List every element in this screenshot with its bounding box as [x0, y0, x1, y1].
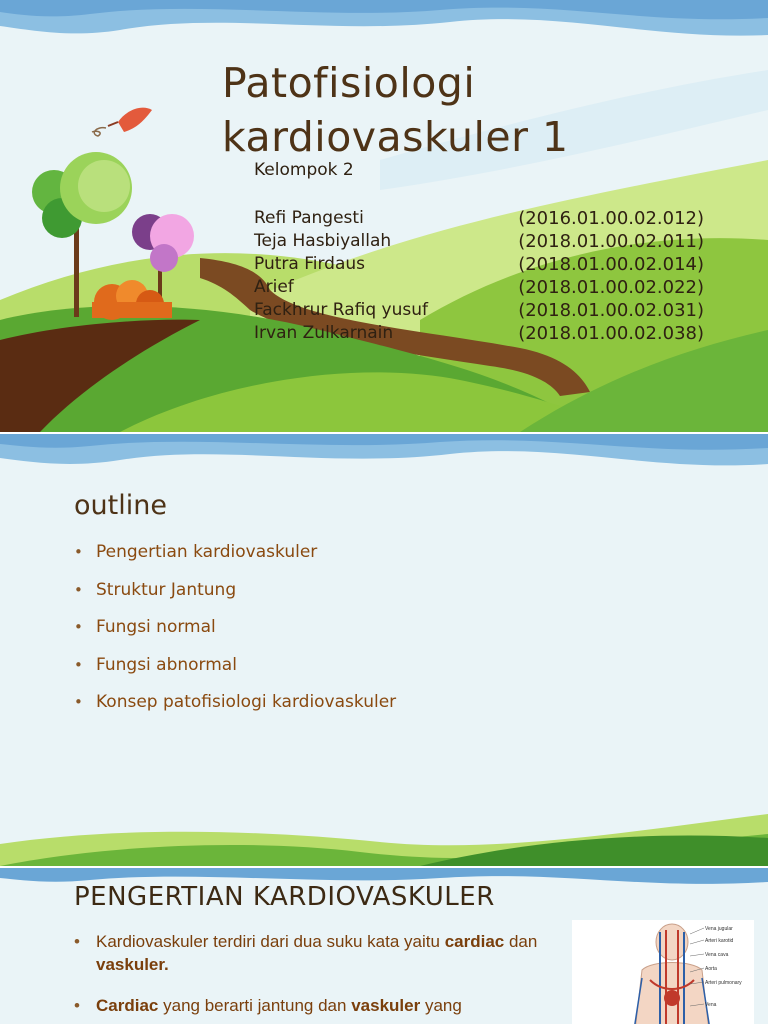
- bold-term: vaskuler.: [96, 955, 169, 974]
- anatomy-label: Arteri karotid: [705, 938, 734, 944]
- member-id: (2018.01.00.02.022): [518, 277, 704, 298]
- text-fragment: Kardiovaskuler terdiri dari dua suku kata yaitu: [96, 932, 440, 951]
- anatomy-label: Aorta: [705, 966, 717, 972]
- bullet: •: [74, 580, 83, 599]
- anatomy-image: [572, 920, 754, 1024]
- title-slide: [0, 0, 768, 432]
- outline-item-text: Fungsi normal: [96, 617, 216, 638]
- definition-slide: [0, 868, 768, 1024]
- bullet: •: [74, 655, 83, 674]
- member-name: Teja Hasbiyallah: [254, 231, 392, 251]
- outline-item-text: Fungsi abnormal: [96, 654, 237, 675]
- member-name: Refi Pangesti: [254, 208, 364, 228]
- member-id: (2018.01.00.02.011): [518, 231, 704, 252]
- member-row: [254, 230, 704, 253]
- member-row: [254, 299, 704, 322]
- outline-item: [74, 542, 396, 580]
- bold-term: cardiac: [444, 932, 505, 951]
- definition-text: [96, 994, 462, 1017]
- group-label: Kelompok 2: [254, 160, 354, 180]
- text-fragment: yang: [424, 996, 462, 1015]
- text-fragment: yang berarti jantung dan: [163, 996, 347, 1015]
- bold-term: Cardiac: [96, 996, 159, 1015]
- title-line-2: kardiovaskuler 1: [222, 113, 569, 161]
- bullet: •: [74, 618, 83, 637]
- slide-title: [222, 56, 569, 164]
- anatomy-label: Vena cava: [705, 952, 729, 958]
- outline-item: [74, 692, 396, 730]
- definition-item: [74, 994, 554, 1017]
- member-row: [254, 322, 704, 345]
- anatomy-label: Arteri pulmonary: [705, 980, 742, 986]
- member-name: Irvan Zulkarnain: [254, 323, 394, 343]
- bold-term: vaskuler: [351, 996, 421, 1015]
- outline-item-text: Pengertian kardiovaskuler: [96, 542, 318, 562]
- member-id: (2018.01.00.02.031): [518, 300, 704, 321]
- member-row: [254, 253, 704, 276]
- definition-list: [74, 930, 554, 1024]
- member-name: Fackhrur Rafiq yusuf: [254, 300, 428, 320]
- outline-item: [74, 580, 396, 618]
- member-id: (2016.01.00.02.012): [518, 208, 704, 229]
- text-fragment: dan: [508, 932, 538, 951]
- member-id: (2018.01.00.02.038): [518, 323, 704, 344]
- member-id: (2018.01.00.02.014): [518, 254, 704, 275]
- outline-item-text: Struktur Jantung: [96, 579, 237, 600]
- bird-illustration: [92, 108, 152, 136]
- bullet: •: [74, 996, 80, 1015]
- member-name: Arief: [254, 277, 294, 297]
- member-row: [254, 276, 704, 299]
- member-name: Putra Firdaus: [254, 254, 365, 274]
- member-list: [254, 207, 704, 345]
- bullet: •: [74, 543, 83, 561]
- anatomy-label: Vena jugular: [705, 926, 733, 932]
- outline-item-text: Konsep patofisiologi kardiovaskuler: [96, 692, 397, 713]
- member-row: [254, 207, 704, 230]
- title-line-1: Patofisiologi: [222, 59, 476, 107]
- outline-item: [74, 617, 396, 655]
- circulatory-system-figure: [572, 920, 754, 1024]
- definition-text: [96, 930, 554, 976]
- slide-title: PENGERTIAN KARDIOVASKULER: [74, 882, 495, 912]
- bullet: •: [74, 932, 80, 951]
- definition-item: [74, 930, 554, 976]
- anatomy-label: Vena: [705, 1002, 717, 1008]
- outline-item: [74, 655, 396, 693]
- bullet: •: [74, 693, 83, 712]
- outline-title: outline: [74, 490, 167, 521]
- outline-list: [74, 542, 396, 730]
- outline-slide: [0, 434, 768, 866]
